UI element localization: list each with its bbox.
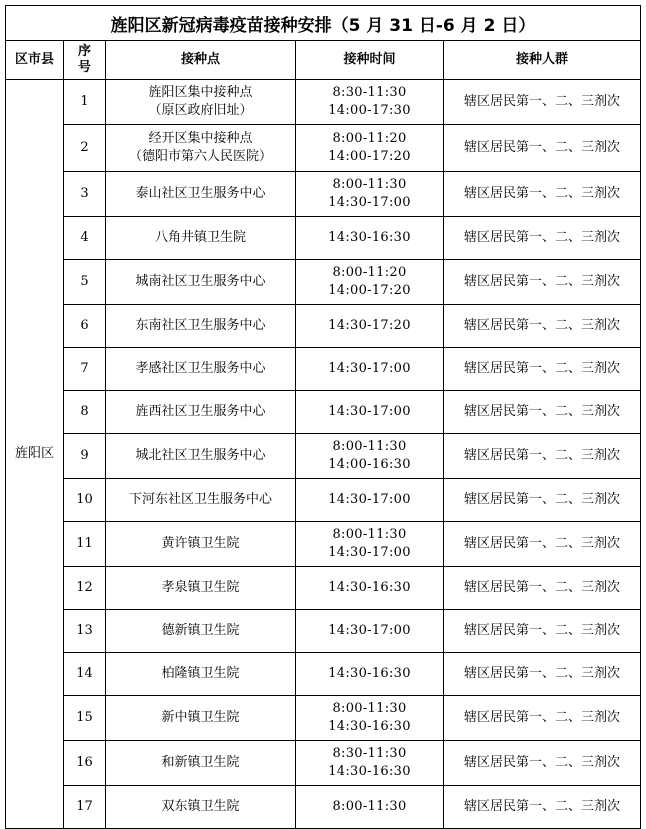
seq-cell: 17	[64, 786, 106, 829]
table-row	[6, 522, 641, 567]
site-line: 黄许镇卫生院	[161, 536, 240, 551]
time-line: 8:30-11:30	[332, 746, 407, 761]
group-cell: 辖区居民第一、二、三剂次	[444, 80, 641, 125]
time-line: 8:00-11:30	[332, 701, 407, 716]
table-body	[6, 80, 641, 829]
time-line: 8:00-11:30	[332, 799, 407, 814]
time-cell	[296, 80, 444, 125]
site-line: 孝泉镇卫生院	[161, 580, 240, 595]
group-cell: 辖区居民第一、二、三剂次	[444, 391, 641, 434]
site-cell	[106, 348, 296, 391]
site-line: 旌西社区卫生服务中心	[135, 404, 266, 419]
time-line: 14:30-17:00	[328, 361, 411, 376]
group-cell: 辖区居民第一、二、三剂次	[444, 217, 641, 260]
seq-cell: 1	[64, 80, 106, 125]
time-cell	[296, 741, 444, 786]
table-row	[6, 696, 641, 741]
time-line: 14:30-17:00	[328, 545, 411, 560]
group-cell: 辖区居民第一、二、三剂次	[444, 305, 641, 348]
group-cell: 辖区居民第一、二、三剂次	[444, 610, 641, 653]
time-line: 14:00-16:30	[328, 457, 411, 472]
time-line: 14:30-17:20	[328, 318, 411, 333]
site-cell	[106, 610, 296, 653]
site-line: 经开区集中接种点	[148, 131, 253, 146]
time-line: 8:30-11:30	[332, 85, 407, 100]
seq-cell: 9	[64, 434, 106, 479]
site-cell	[106, 741, 296, 786]
time-cell	[296, 653, 444, 696]
site-line: 八角井镇卫生院	[154, 230, 246, 245]
time-line: 14:00-17:20	[328, 149, 411, 164]
time-cell	[296, 434, 444, 479]
site-cell	[106, 260, 296, 305]
site-cell	[106, 80, 296, 125]
site-line: 和新镇卫生院	[161, 755, 240, 770]
site-cell	[106, 567, 296, 610]
time-cell	[296, 610, 444, 653]
time-line: 14:30-17:00	[328, 195, 411, 210]
site-line: 新中镇卫生院	[161, 710, 240, 725]
time-cell	[296, 479, 444, 522]
site-cell	[106, 653, 296, 696]
table-row	[6, 217, 641, 260]
site-line: 双东镇卫生院	[161, 799, 240, 814]
table-row	[6, 653, 641, 696]
site-cell	[106, 217, 296, 260]
time-line: 8:00-11:30	[332, 177, 407, 192]
seq-cell: 15	[64, 696, 106, 741]
header-time: 接种时间	[296, 41, 444, 80]
seq-cell: 14	[64, 653, 106, 696]
header-site: 接种点	[106, 41, 296, 80]
time-line: 14:30-17:00	[328, 404, 411, 419]
seq-cell: 5	[64, 260, 106, 305]
group-cell: 辖区居民第一、二、三剂次	[444, 479, 641, 522]
seq-cell: 3	[64, 172, 106, 217]
table-row	[6, 348, 641, 391]
time-line: 8:00-11:30	[332, 439, 407, 454]
site-line: 城南社区卫生服务中心	[135, 274, 266, 289]
seq-cell: 4	[64, 217, 106, 260]
time-line: 8:00-11:20	[332, 265, 407, 280]
header-district: 区市县	[6, 41, 64, 80]
time-cell	[296, 348, 444, 391]
group-cell: 辖区居民第一、二、三剂次	[444, 260, 641, 305]
time-line: 14:00-17:30	[328, 103, 411, 118]
time-line: 14:30-16:30	[328, 230, 411, 245]
site-line: 孝感社区卫生服务中心	[135, 361, 266, 376]
header-group: 接种人群	[444, 41, 641, 80]
group-cell: 辖区居民第一、二、三剂次	[444, 348, 641, 391]
seq-cell: 12	[64, 567, 106, 610]
table-row	[6, 260, 641, 305]
table-row	[6, 391, 641, 434]
table-row	[6, 610, 641, 653]
time-cell	[296, 305, 444, 348]
site-line: 旌阳区集中接种点	[148, 85, 253, 100]
time-cell	[296, 172, 444, 217]
site-cell	[106, 305, 296, 348]
seq-cell: 16	[64, 741, 106, 786]
time-cell	[296, 522, 444, 567]
table-row	[6, 125, 641, 172]
time-cell	[296, 217, 444, 260]
group-cell: 辖区居民第一、二、三剂次	[444, 172, 641, 217]
seq-cell: 13	[64, 610, 106, 653]
time-line: 14:30-16:30	[328, 764, 411, 779]
time-line: 14:30-17:00	[328, 623, 411, 638]
seq-cell: 7	[64, 348, 106, 391]
time-line: 8:00-11:30	[332, 527, 407, 542]
group-cell: 辖区居民第一、二、三剂次	[444, 696, 641, 741]
site-cell	[106, 786, 296, 829]
site-line: 德新镇卫生院	[161, 623, 240, 638]
time-cell	[296, 696, 444, 741]
site-cell	[106, 391, 296, 434]
seq-cell: 2	[64, 125, 106, 172]
table-row	[6, 479, 641, 522]
table-row	[6, 80, 641, 125]
time-line: 8:00-11:20	[332, 131, 407, 146]
site-line: 下河东社区卫生服务中心	[128, 492, 272, 507]
table-row	[6, 434, 641, 479]
table-title: 旌阳区新冠病毒疫苗接种安排（5 月 31 日-6 月 2 日）	[6, 6, 641, 41]
site-line: 泰山社区卫生服务中心	[135, 186, 266, 201]
seq-cell: 6	[64, 305, 106, 348]
time-cell	[296, 391, 444, 434]
time-line: 14:30-16:30	[328, 719, 411, 734]
group-cell: 辖区居民第一、二、三剂次	[444, 567, 641, 610]
group-cell: 辖区居民第一、二、三剂次	[444, 741, 641, 786]
time-line: 14:30-16:30	[328, 580, 411, 595]
site-cell	[106, 522, 296, 567]
group-cell: 辖区居民第一、二、三剂次	[444, 434, 641, 479]
time-cell	[296, 567, 444, 610]
table-row	[6, 741, 641, 786]
time-cell	[296, 260, 444, 305]
site-cell	[106, 479, 296, 522]
time-line: 14:00-17:20	[328, 283, 411, 298]
time-line: 14:30-16:30	[328, 666, 411, 681]
seq-cell: 10	[64, 479, 106, 522]
header-seq-line1: 序	[77, 44, 91, 59]
group-cell: 辖区居民第一、二、三剂次	[444, 522, 641, 567]
time-cell	[296, 125, 444, 172]
site-line: 柏隆镇卫生院	[161, 666, 240, 681]
group-cell: 辖区居民第一、二、三剂次	[444, 786, 641, 829]
district-cell: 旌阳区	[6, 80, 64, 829]
site-cell	[106, 125, 296, 172]
header-seq-line2: 号	[77, 60, 91, 75]
group-cell: 辖区居民第一、二、三剂次	[444, 125, 641, 172]
group-cell: 辖区居民第一、二、三剂次	[444, 653, 641, 696]
time-cell	[296, 786, 444, 829]
table-row	[6, 567, 641, 610]
table-row	[6, 305, 641, 348]
table-row	[6, 786, 641, 829]
site-line: （原区政府旧址）	[148, 103, 253, 118]
header-seq	[64, 41, 106, 80]
site-line: 城北社区卫生服务中心	[135, 448, 266, 463]
table-row	[6, 172, 641, 217]
site-line: （德阳市第六人民医院）	[128, 149, 272, 164]
site-cell	[106, 172, 296, 217]
site-cell	[106, 696, 296, 741]
site-cell	[106, 434, 296, 479]
vaccination-schedule-table	[5, 5, 641, 829]
site-line: 东南社区卫生服务中心	[135, 318, 266, 333]
seq-cell: 8	[64, 391, 106, 434]
time-line: 14:30-17:00	[328, 492, 411, 507]
seq-cell: 11	[64, 522, 106, 567]
